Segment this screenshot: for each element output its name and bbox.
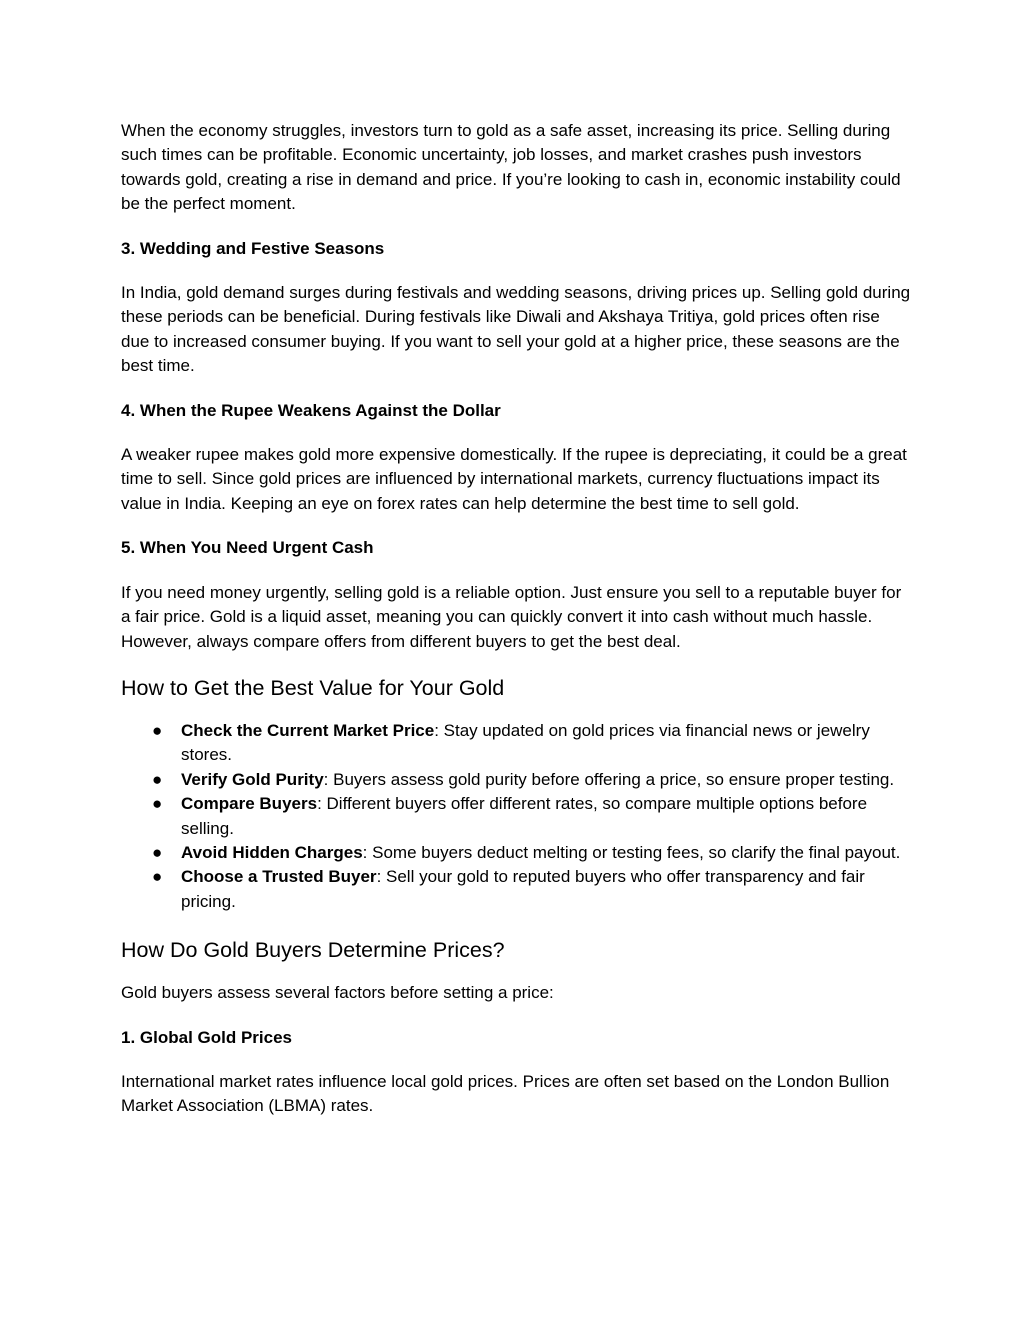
determine-intro: Gold buyers assess several factors before setting a price: — [121, 983, 554, 1003]
list-item-term: Choose a Trusted Buyer — [181, 867, 377, 887]
list-item — [121, 768, 911, 792]
bullet-icon: ● — [152, 720, 163, 740]
global-prices-body: International market rates influence local gold prices. Prices are often set based on the London Bullion Market Association (LBMA) rates. — [121, 1071, 890, 1116]
section-body-rupee: A weaker rupee makes gold more expensive domestically. If the rupee is depreciating, it could be a great time to sell. Since gold prices are influenced by international markets, currency fluctuations impact its value in India. Keeping an eye on forex rates can help determine the best time to sell gold. — [121, 445, 907, 513]
section-body-urgent-cash: If you need money urgently, selling gold is a reliable option. Just ensure you sell to a reputable buyer for a fair price. Gold is a liquid asset, meaning you can quickly convert it into cash without much hassle. However, always compare offers from different buyers to get the best deal. — [121, 582, 902, 651]
intro-paragraph: When the economy struggles, investors turn to gold as a safe asset, increasing its price. Selling during such times can be profitable. Economic uncertainty, job losses, and market crashes push investors towards gold, creating a rise in demand and price. If you’re looking to cash in, economic instability could be the perfect moment. — [121, 121, 901, 214]
section-heading-wedding: 3. Wedding and Festive Seasons — [121, 238, 385, 258]
list-item-term: Verify Gold Purity — [181, 769, 324, 789]
section-body-wedding: In India, gold demand surges during festivals and wedding seasons, driving prices up. Selling gold during these periods can be beneficial. During festivals like Diwali and Akshaya Tritiya, gold prices often rise due to increased consumer buying. If you want to sell your gold at a higher price, these seasons are the best time. — [121, 283, 911, 376]
section-heading-urgent-cash: 5. When You Need Urgent Cash — [121, 538, 374, 558]
list-item — [121, 841, 911, 865]
list-item — [121, 719, 911, 768]
best-value-heading: How to Get the Best Value for Your Gold — [121, 675, 505, 700]
bullet-icon: ● — [152, 769, 163, 789]
list-item-text: : Some buyers deduct melting or testing fees, so clarify the final payout. — [362, 842, 901, 862]
list-item-text: : Sell your gold to reputed buyers who offer transparency and fair pricing. — [181, 867, 865, 911]
list-item — [121, 792, 911, 841]
global-prices-heading: 1. Global Gold Prices — [121, 1027, 292, 1047]
bullet-icon: ● — [152, 842, 163, 862]
list-item-text: : Stay updated on gold prices via financial news or jewelry stores. — [181, 720, 870, 765]
document-page — [121, 119, 911, 1139]
list-item — [121, 865, 911, 914]
bullet-icon: ● — [152, 867, 163, 887]
list-item-term: Check the Current Market Price — [181, 720, 435, 740]
determine-prices-heading: How Do Gold Buyers Determine Prices? — [121, 938, 505, 963]
bullet-icon: ● — [152, 794, 163, 814]
section-heading-rupee: 4. When the Rupee Weakens Against the Dollar — [121, 400, 501, 420]
list-item-term: Avoid Hidden Charges — [181, 842, 363, 862]
list-item-term: Compare Buyers — [181, 794, 318, 814]
list-item-text: : Different buyers offer different rates, so compare multiple options before selling. — [181, 794, 868, 838]
best-value-list — [121, 719, 911, 914]
list-item-text: : Buyers assess gold purity before offering a price, so ensure proper testing. — [323, 769, 895, 789]
